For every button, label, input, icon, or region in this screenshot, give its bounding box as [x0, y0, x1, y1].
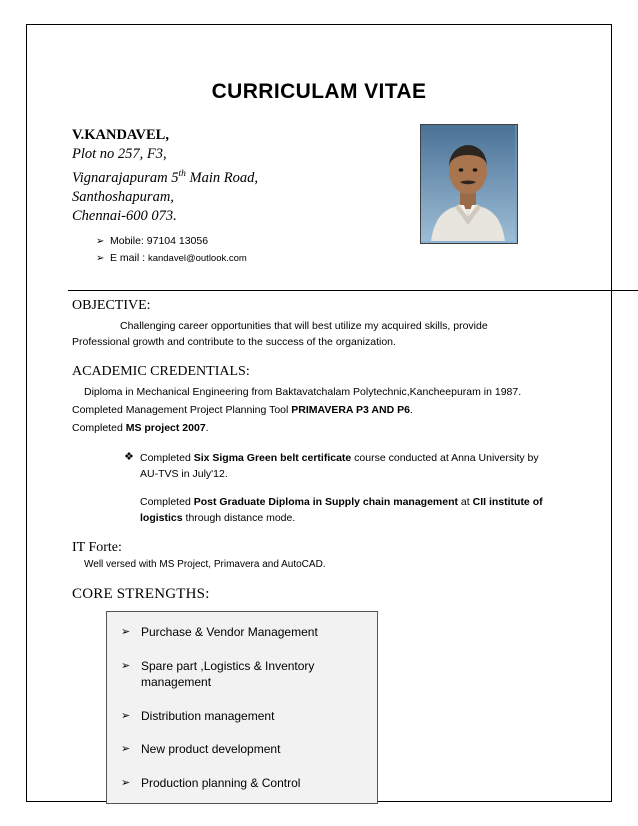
academic-line-2-bold: PRIMAVERA P3 AND P6	[291, 404, 410, 416]
arrow-bullet-icon: ➢	[121, 659, 131, 672]
section-heading-academic: ACADEMIC CREDENTIALS:	[72, 364, 250, 379]
arrow-bullet-icon: ➢	[121, 743, 131, 755]
address-line-4: Chennai-600 073.	[72, 208, 177, 225]
academic-line-3-bold: MS project 2007	[125, 422, 206, 434]
it-forte-text: Well versed with MS Project, Primavera and AutoCAD.	[84, 559, 326, 570]
core-strength-2: Spare part ,Logistics & Inventory management	[141, 658, 315, 689]
arrow-bullet-icon: ➢	[121, 626, 131, 638]
resume-content	[34, 32, 604, 794]
certification-list	[72, 450, 546, 526]
contact-email	[96, 250, 604, 267]
address-line-3: Santhoshapuram,	[72, 188, 174, 205]
candidate-name: V.KANDAVEL,	[72, 127, 169, 143]
objective-text: Challenging career opportunities that will best utilize my acquired skills, provide Professional growth and contribute to the success of the organization.	[72, 320, 488, 348]
section-heading-it-forte: IT Forte:	[72, 540, 122, 555]
arrow-bullet-icon: ➢	[121, 776, 131, 789]
list-item	[121, 658, 367, 691]
core-strengths-box	[106, 611, 378, 804]
core-strength-3: Distribution management	[141, 708, 275, 723]
academic-line-2-prefix: Completed Management Project Planning Tool	[72, 404, 292, 416]
section-heading-core-strengths: CORE STRENGTHS:	[72, 586, 210, 602]
address-line-2	[72, 165, 604, 188]
certification-2-suffix: through distance mode.	[182, 512, 296, 524]
contact-mobile-label: Mobile:	[110, 234, 147, 247]
contact-email-label: E mail :	[110, 251, 148, 264]
body-block	[34, 296, 604, 804]
address-line-1: Plot no 257, F3,	[72, 146, 167, 162]
header-divider	[68, 290, 638, 291]
certification-2-prefix: Completed	[140, 496, 194, 508]
core-strength-4: New product development	[141, 742, 281, 756]
diamond-bullet-icon: ❖	[124, 451, 134, 463]
page-title: CURRICULAM VITAE	[211, 80, 427, 103]
address-line-2-main: Vignarajapuram 5	[72, 169, 179, 186]
certification-1-bold: Six Sigma Green belt certificate	[193, 452, 352, 464]
list-item	[121, 624, 367, 641]
core-strength-1: Purchase & Vendor Management	[141, 625, 318, 639]
academic-line-3-prefix: Completed	[72, 422, 126, 434]
contact-mobile	[96, 233, 604, 250]
certification-item-1	[124, 450, 546, 482]
avatar	[420, 124, 518, 244]
certification-2-mid: at	[458, 496, 473, 508]
address-line-2-sup: th	[178, 168, 186, 179]
academic-line-1: Diploma in Mechanical Engineering from Baktavatchalam Polytechnic,Kancheepuram in 1987.	[84, 386, 522, 398]
academic-line-2-suffix: .	[409, 404, 413, 416]
arrow-bullet-icon: ➢	[121, 709, 131, 722]
arrow-bullet-icon: ➢	[96, 252, 105, 264]
section-heading-objective: OBJECTIVE:	[72, 298, 151, 313]
address-line-2-rest: Main Road,	[185, 169, 258, 186]
certification-2-bold-2: CII institute of logistics	[140, 496, 543, 524]
certification-item-2	[124, 494, 546, 526]
academic-line-2	[72, 402, 546, 418]
list-item	[121, 775, 367, 792]
certification-1-prefix: Completed	[140, 452, 194, 464]
academic-line-3-suffix: .	[205, 422, 209, 434]
header-block	[34, 126, 604, 274]
certification-1-suffix: course conducted at Anna University by AU-TVS in July'12.	[140, 452, 539, 480]
contact-list	[72, 233, 604, 267]
contact-mobile-value: 97104 13056	[146, 234, 209, 247]
academic-line-3	[72, 420, 546, 436]
list-item	[121, 741, 367, 758]
certification-2-bold: Post Graduate Diploma in Supply chain management	[193, 496, 459, 508]
contact-email-value: kandavel@outlook.com	[147, 252, 247, 264]
core-strength-5: Production planning & Control	[141, 775, 301, 790]
arrow-bullet-icon: ➢	[96, 235, 105, 247]
list-item	[121, 708, 367, 725]
